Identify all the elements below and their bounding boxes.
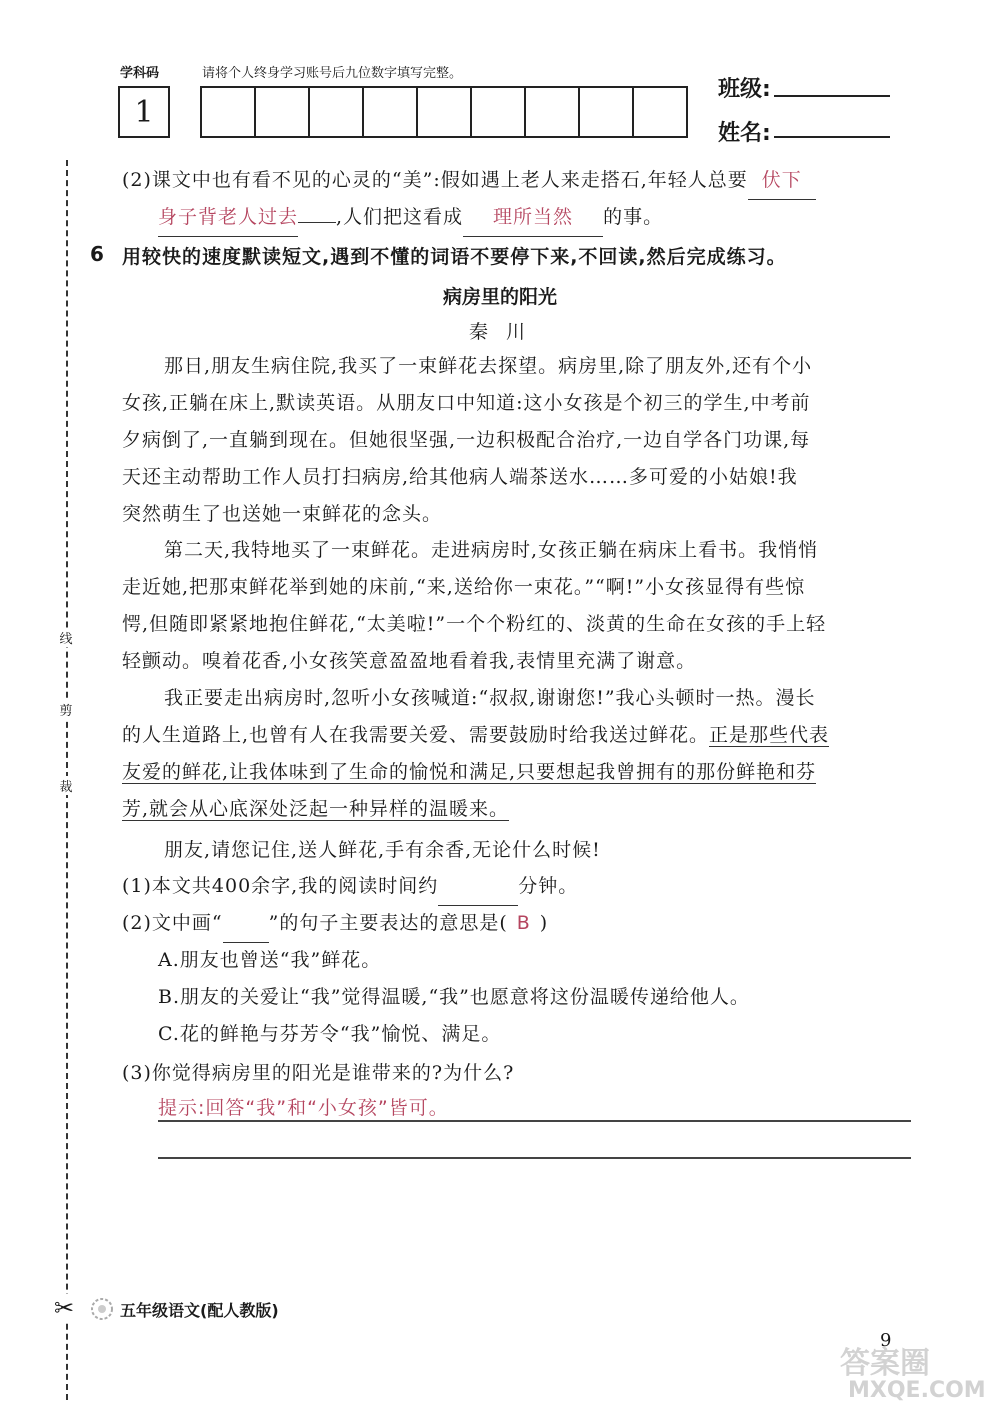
text-line	[122, 717, 922, 754]
answer-line[interactable]	[158, 1120, 911, 1122]
article-title: 病房里的阳光	[442, 286, 557, 308]
book-title: 五年级语文(配人教版)	[120, 1300, 279, 1320]
digit-cell[interactable]	[364, 88, 418, 136]
plain-text: 的人生道路上,也曾有人在我需要关爱、需要鼓励时给我送过鲜花。	[122, 724, 710, 746]
watermark-text: 答案圈	[840, 1346, 930, 1381]
text-line: 愕,但随即紧紧地抱住鲜花,“太美啦!”一个个粉红的、淡黄的生命在女孩的手上轻	[122, 613, 827, 635]
q5-2-text: (2)课文中也有看不见的心灵的“美”:假如遇上老人来走搭石,年轻人总要	[122, 169, 748, 191]
text-line: 轻颤动。嗅着花香,小女孩笑意盈盈地看着我,表情里充满了谢意。	[122, 650, 697, 672]
class-field[interactable]	[774, 95, 890, 97]
digit-cell[interactable]	[310, 88, 364, 136]
digit-cell[interactable]	[418, 88, 472, 136]
text-line	[122, 791, 922, 828]
account-digit-boxes[interactable]	[200, 86, 688, 138]
text-line: 突然萌生了也送她一束鲜花的念头。	[122, 503, 443, 525]
account-instruction: 请将个人终身学习账号后九位数字填写完整。	[202, 66, 463, 81]
sub-question-3: (3)你觉得病房里的阳光是谁带来的?为什么?	[122, 1062, 515, 1084]
article-paragraph-1	[122, 348, 922, 533]
q5-2-line1	[122, 162, 922, 200]
text-line	[122, 754, 922, 791]
digit-cell[interactable]	[256, 88, 310, 136]
page-number: 9	[880, 1330, 892, 1351]
article-author: 秦 川	[468, 321, 532, 343]
q5-2-answer1-part1[interactable]: 伏下	[748, 162, 816, 200]
sub-question-2-text: ”的句子主要表达的意思是(	[268, 912, 508, 934]
class-label: 班级:	[718, 77, 771, 102]
sub-question-1-text: (1)本文共400余字,我的阅读时间约	[122, 875, 439, 897]
digit-cell[interactable]	[202, 88, 256, 136]
name-label: 姓名:	[718, 121, 771, 146]
article-paragraph-2	[122, 532, 922, 680]
q5-2-mid: ,人们把这看成	[336, 206, 464, 228]
text-line: 夕病倒了,一直躺到现在。但她很坚强,一边积极配合治疗,一边自学各门功课,每	[122, 429, 811, 451]
sub-question-1	[122, 868, 922, 906]
underlined-sentence: 友爱的鲜花,让我体味到了生命的愉悦和满足,只要想起我曾拥有的那份鲜艳和芬	[122, 761, 817, 783]
q5-2-answer2[interactable]: 理所当然	[463, 199, 603, 237]
text-line: 我正要走出病房时,忽听小女孩喊道:“叔叔,谢谢您!”我心头顿时一热。漫长	[164, 687, 816, 709]
sub-question-1-suffix: 分钟。	[518, 875, 579, 897]
underlined-sentence: 正是那些代表	[709, 724, 830, 746]
option-a[interactable]: A.朋友也曾送“我”鲜花。	[158, 949, 382, 971]
digit-cell[interactable]	[634, 88, 686, 136]
reading-time-field[interactable]	[438, 868, 518, 906]
cut-char: 裁	[56, 776, 76, 795]
footer-badge	[90, 1294, 279, 1324]
sub-question-2-answer[interactable]: B	[516, 912, 531, 934]
underlined-sentence: 芳,就会从心底深处泛起一种异样的温暖来。	[122, 798, 510, 820]
underline-sample	[223, 905, 269, 943]
digit-cell[interactable]	[472, 88, 526, 136]
subject-code-label: 学科码	[120, 66, 160, 81]
digit-cell[interactable]	[580, 88, 634, 136]
q5-2-line2	[158, 199, 918, 237]
answer-line[interactable]	[158, 1157, 911, 1159]
sub-question-2-suffix: )	[539, 912, 549, 934]
name-field[interactable]	[774, 136, 890, 138]
q5-2-end: 的事。	[603, 206, 664, 228]
sub-question-2	[122, 905, 922, 943]
question-number: 6	[90, 242, 104, 266]
sub-question-3-answer[interactable]: 提示:回答“我”和“小女孩”皆可。	[158, 1097, 449, 1119]
article-paragraph-4: 朋友,请您记住,送人鲜花,手有余香,无论什么时候!	[164, 839, 601, 861]
scissors-icon: ✂	[54, 1294, 75, 1322]
subject-code-box[interactable]: 1	[118, 86, 170, 138]
text-line: 那日,朋友生病住院,我买了一束鲜花去探望。病房里,除了朋友外,还有个小	[164, 355, 813, 377]
option-c[interactable]: C.花的鲜艳与芬芳令“我”愉悦、满足。	[158, 1023, 502, 1045]
q5-2-answer1-part2[interactable]: 身子背老人过去	[158, 199, 298, 237]
flower-badge-icon	[90, 1297, 114, 1321]
sub-question-2-prefix: (2)文中画“	[122, 912, 223, 934]
option-b[interactable]: B.朋友的关爱让“我”觉得温暖,“我”也愿意将这份温暖传递给他人。	[158, 986, 750, 1008]
article-paragraph-3	[122, 680, 922, 828]
text-line: 第二天,我特地买了一束鲜花。走进病房时,女孩正躺在病床上看书。我悄悄	[164, 539, 819, 561]
digit-cell[interactable]	[526, 88, 580, 136]
text-line: 女孩,正躺在床上,默读英语。从朋友口中知道:这小女孩是个初三的学生,中考前	[122, 392, 811, 414]
watermark-url: MXQE.COM	[848, 1378, 986, 1403]
text-line: 走近她,把那束鲜花举到她的床前,“来,送给你一束花。”“啊!”小女孩显得有些惊	[122, 576, 806, 598]
cut-char: 线	[56, 628, 76, 647]
text-line: 天还主动帮助工作人员打扫病房,给其他病人端茶送水……多可爱的小姑娘!我	[122, 466, 798, 488]
q6-instruction: 用较快的速度默读短文,遇到不懂的词语不要停下来,不回读,然后完成练习。	[122, 246, 787, 268]
cut-char: 剪	[56, 700, 76, 719]
